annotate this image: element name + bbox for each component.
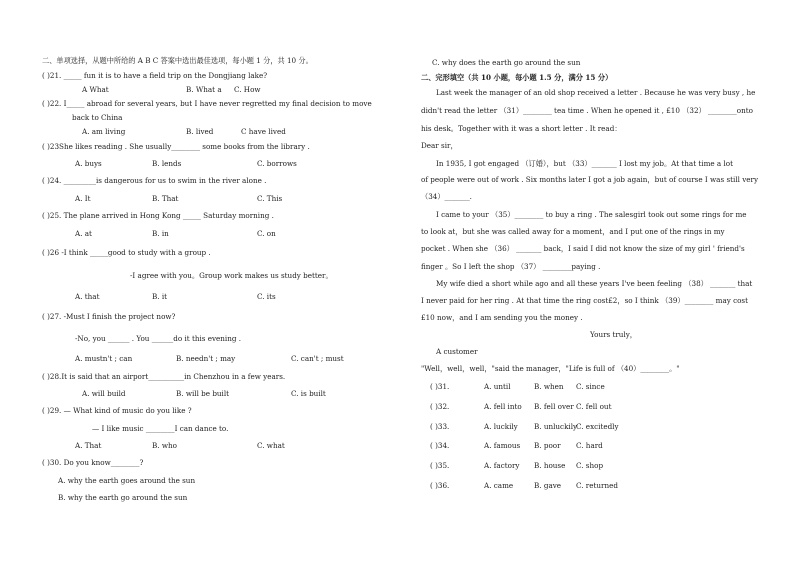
q31-option-c: C. since: [576, 382, 605, 391]
q35-option-a: A. factory: [484, 461, 520, 470]
q26-option-c: C. its: [257, 292, 276, 301]
q36-option-a: A. came: [484, 481, 514, 490]
passage-p2-line1: In 1935, I got engaged （订婚），but （33）_______ I lost my job。At that time a lot: [436, 159, 734, 168]
passage-p3-line4: finger 。So I left the shop （37） ________paying .: [421, 262, 601, 271]
letter-closing: Yours truly，: [590, 330, 637, 339]
q34-option-a: A. famous: [484, 441, 521, 450]
passage-final-line: "Well，well，well，"said the manager，"Life is full of （40）________。": [421, 364, 680, 373]
q22-option-b: B. lived: [186, 127, 214, 136]
q32-number: ( )32.: [430, 402, 450, 411]
question-23: ( )23She likes reading . She usually________ some books from the library .: [42, 142, 310, 151]
q28-option-b: B. will be built: [176, 389, 230, 398]
q31-option-a: A. until: [484, 382, 511, 391]
passage-p1-line3: his desk。Together with it was a short letter . It read：: [421, 124, 622, 133]
question-26-reply: -I agree with you。Group work makes us study better。: [130, 271, 333, 280]
q25-option-c: C. on: [257, 229, 276, 238]
q22-option-a: A. am living: [82, 127, 126, 136]
passage-p4-line1: My wife died a short while ago and all these years I've been feeling （38） _______ that: [436, 279, 753, 288]
q35-option-c: C. shop: [576, 461, 604, 470]
q27-option-c: C. can't ; must: [291, 354, 344, 363]
q27-option-b: B. needn't ; may: [176, 354, 236, 363]
q24-option-c: C. This: [257, 194, 283, 203]
q28-option-a: A. will build: [82, 389, 126, 398]
passage-p3-line2: to look at，but she was called away for a moment，and I put one of the rings in my: [421, 227, 725, 236]
q33-option-a: A. luckily: [484, 422, 518, 431]
q36-option-c: C. returned: [576, 481, 618, 490]
letter-greeting: Dear sir，: [421, 141, 458, 150]
q28-option-c: C. is built: [291, 389, 326, 398]
question-30: ( )30. Do you know________?: [42, 458, 144, 467]
q25-option-a: A. at: [75, 229, 92, 238]
q35-number: ( )35.: [430, 461, 450, 470]
question-27-reply: -No, you ______ . You ______do it this evening .: [75, 334, 242, 343]
question-22: ( )22. I_____ abroad for several years, but I have never regretted my final decision to move: [42, 99, 372, 108]
question-29-reply: — I like music ________I can dance to.: [92, 424, 229, 433]
q26-option-a: A. that: [75, 292, 100, 301]
q23-option-a: A. buys: [75, 159, 102, 168]
passage-p3-line1: I came to your （35）________ to buy a ring . The salesgirl took out some rings for me: [436, 210, 747, 219]
question-28: ( )28.It is said that an airport__________in Chenzhou in a few years.: [42, 372, 286, 381]
q33-number: ( )33.: [430, 422, 450, 431]
q21-option-c: C. How: [234, 85, 261, 94]
q21-option-a: A What: [82, 85, 109, 94]
q29-option-a: A. That: [75, 441, 102, 450]
passage-p2-line2: of people were out of work . Six months later I got a job again，but of course I was still very: [421, 175, 759, 184]
q31-option-b: B. when: [534, 382, 564, 391]
q36-option-b: B. gave: [534, 481, 562, 490]
letter-signature: A customer: [436, 347, 478, 356]
q27-option-a: A. mustn't ; can: [75, 354, 133, 363]
question-26: ( )26 -I think _____good to study with a group .: [42, 248, 211, 257]
q24-option-a: A. It: [75, 194, 91, 203]
passage-p3-line3: pocket . When she （36） _______ back，I said I did not know the size of my girl ' friend's: [421, 244, 745, 253]
section-title-single-choice: 二、单项选择，从题中所给的 A B C 答案中选出最佳选项，每小题 1 分，共 10 分。: [42, 56, 313, 65]
question-24: ( )24. _________is dangerous for us to swim in the river alone .: [42, 176, 267, 185]
q34-option-b: B. poor: [534, 441, 561, 450]
q32-option-b: B. fell over: [534, 402, 574, 411]
q25-option-b: B. in: [152, 229, 169, 238]
q29-option-b: B. who: [152, 441, 177, 450]
question-21: ( )21. _____ fun it is to have a field trip on the Dongjiang lake?: [42, 71, 268, 80]
question-27: ( )27. -Must I finish the project now?: [42, 312, 176, 321]
section-title-cloze: 二、完形填空（共 10 小题，每小题 1.5 分，满分 15 分）: [421, 73, 613, 82]
passage-p1-line2: didn't read the letter （31）________ tea time . When he opened it , £10 （32） ________onto: [421, 106, 753, 115]
q30-option-a: A. why the earth goes around the sun: [58, 476, 196, 485]
q22-option-c: C have lived: [241, 127, 286, 136]
q23-option-c: C. borrows: [257, 159, 297, 168]
passage-p4-line2: I never paid for her ring . At that time the ring cost£2，so I think （39）________ may cost: [421, 296, 749, 305]
q32-option-a: A. fell into: [484, 402, 522, 411]
passage-p1-line1: Last week the manager of an old shop received a letter . Because he was very busy , he: [436, 88, 756, 97]
q34-number: ( )34.: [430, 441, 450, 450]
question-29: ( )29. — What kind of music do you like ?: [42, 406, 192, 415]
q33-option-b: B. unluckily: [534, 422, 578, 431]
q36-number: ( )36.: [430, 481, 450, 490]
q35-option-b: B. house: [534, 461, 566, 470]
q32-option-c: C. fell out: [576, 402, 612, 411]
question-25: ( )25. The plane arrived in Hong Kong _____ Saturday morning .: [42, 211, 274, 220]
q24-option-b: B. That: [152, 194, 179, 203]
q26-option-b: B. it: [152, 292, 168, 301]
q31-number: ( )31.: [430, 382, 450, 391]
q23-option-b: B. lends: [152, 159, 182, 168]
q30-option-c: C. why does the earth go around the sun: [432, 58, 581, 67]
question-22-cont: back to China: [72, 113, 123, 122]
q34-option-c: C. hard: [576, 441, 603, 450]
passage-p4-line3: £10 now，and I am sending you the money .: [421, 313, 583, 322]
passage-p2-line3: （34）_______.: [421, 192, 472, 201]
q30-option-b: B. why the earth go around the sun: [58, 493, 188, 502]
q29-option-c: C. what: [257, 441, 285, 450]
q21-option-b: B. What a: [186, 85, 222, 94]
q33-option-c: C. excitedly: [576, 422, 619, 431]
